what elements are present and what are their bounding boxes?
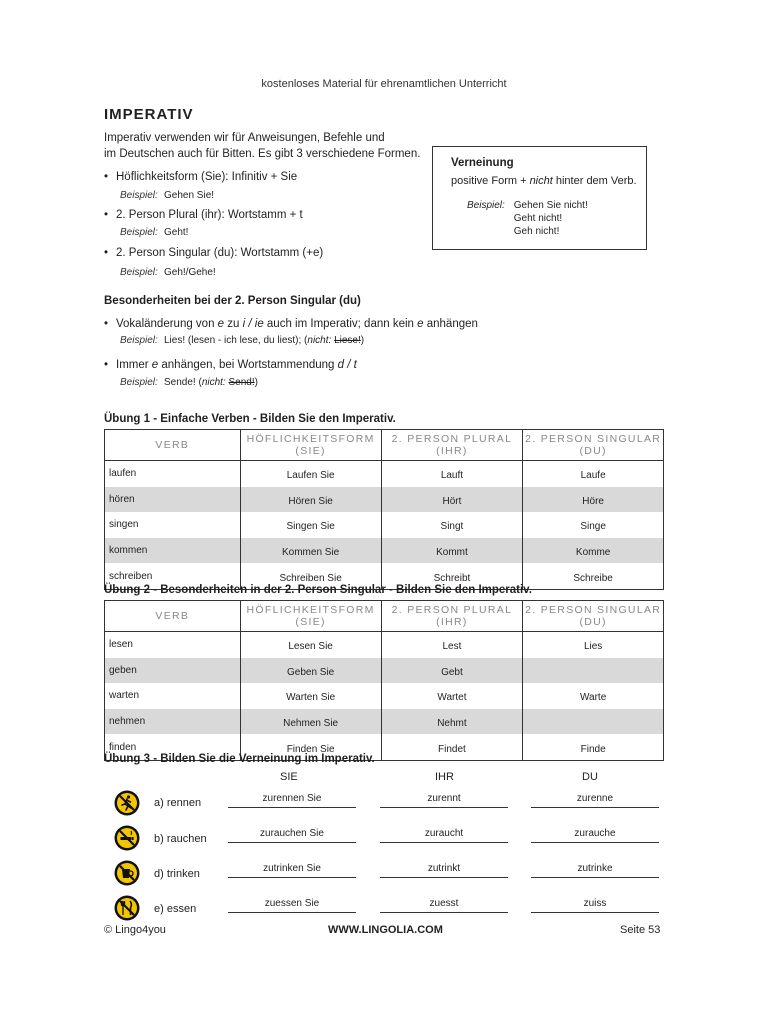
verb-cell: nehmen <box>105 709 241 735</box>
example-struck: Liese! <box>334 335 361 346</box>
special-example-1 <box>120 335 364 346</box>
negation-example-list <box>514 199 588 238</box>
verb-cell: warten <box>105 683 241 709</box>
form-rule-ihr: • 2. Person Plural (ihr): Wortstamm + t <box>104 209 303 221</box>
answer-line-sie[interactable]: zurennen Sie <box>228 793 356 808</box>
negation-text <box>451 175 637 187</box>
negation-box <box>432 146 647 250</box>
answer-cell[interactable]: Schreibe <box>523 563 664 589</box>
example-part: ) <box>360 335 365 346</box>
rule-part: e <box>217 318 225 330</box>
rule-part: e <box>151 359 159 371</box>
special-example-2 <box>120 377 258 388</box>
example-part: Sende! ( <box>164 377 202 388</box>
form-example-du <box>120 267 216 278</box>
answer-line-du[interactable]: zurauche <box>531 828 659 843</box>
answer-cell[interactable]: Kommen Sie <box>240 538 381 564</box>
form-example-ihr <box>120 227 188 238</box>
answer-cell[interactable]: Schreibt <box>381 563 523 589</box>
answer-cell[interactable]: Warten Sie <box>240 683 381 709</box>
answer-cell[interactable]: Warte <box>523 683 664 709</box>
example-part: ) <box>254 377 258 388</box>
special-rule-1: • Vokaländerung von e zu i / ie auch im Imperativ; dann kein e anhängen <box>104 318 478 330</box>
table-row <box>105 709 664 735</box>
footer-page-number: Seite 53 <box>620 924 661 936</box>
answer-cell[interactable]: Findet <box>381 734 523 760</box>
example-text: Geh!/Gehe! <box>164 267 216 278</box>
item-label: b) rauchen <box>154 833 207 845</box>
verb-cell: schreiben <box>105 563 241 589</box>
footer-copyright: © Lingo4you <box>104 924 166 936</box>
rule-text: Höflichkeitsform (Sie): Infinitiv + Sie <box>116 171 298 183</box>
answer-line-ihr[interactable]: zutrinkt <box>380 863 508 878</box>
answer-line-du[interactable]: zurenne <box>531 793 659 808</box>
answer-cell[interactable]: Singe <box>523 512 664 538</box>
table-header-row <box>105 601 664 632</box>
verb-cell: geben <box>105 658 241 684</box>
answer-cell[interactable]: Singen Sie <box>240 512 381 538</box>
form-rule-sie: • Höflichkeitsform (Sie): Infinitiv + Sie <box>104 171 298 183</box>
col-header-verb: VERB <box>105 430 241 461</box>
answer-line-ihr[interactable]: zuraucht <box>380 828 508 843</box>
rule-part: Vokaländerung von <box>116 318 218 330</box>
no-smoking-icon <box>114 825 140 851</box>
no-drinking-icon <box>114 860 140 886</box>
item-label: a) rennen <box>154 797 202 809</box>
table-row <box>105 461 664 487</box>
answer-cell[interactable]: Lies <box>523 632 664 658</box>
answer-cell[interactable]: Laufen Sie <box>240 461 381 487</box>
rule-part: i / ie <box>242 318 264 330</box>
answer-cell[interactable]: Singt <box>381 512 523 538</box>
rule-part: anhängen <box>423 318 478 330</box>
answer-cell[interactable]: Lest <box>381 632 523 658</box>
example-label: Beispiel: <box>120 227 158 238</box>
answer-line-sie[interactable]: zuessen Sie <box>228 898 356 913</box>
exercise2-table <box>104 600 664 761</box>
no-eating-icon <box>114 895 140 921</box>
verb-cell: finden <box>105 734 241 760</box>
verb-cell: kommen <box>105 538 241 564</box>
exercise1-table <box>104 429 664 590</box>
intro-line: im Deutschen auch für Bitten. Es gibt 3 verschiedene Formen. <box>104 148 421 160</box>
table-row <box>105 658 664 684</box>
table-row <box>105 487 664 513</box>
answer-cell[interactable]: Lauft <box>381 461 523 487</box>
rule-part: Immer <box>116 359 152 371</box>
col-header-du: DU <box>582 771 598 783</box>
negation-example: Gehen Sie nicht! <box>513 200 588 211</box>
answer-cell[interactable]: Finden Sie <box>240 734 381 760</box>
header-note: kostenloses Material für ehrenamtlichen Unterricht <box>261 78 507 90</box>
page-title: IMPERATIV <box>104 106 194 123</box>
verb-cell: hören <box>105 487 241 513</box>
col-header-sie: SIE <box>280 771 298 783</box>
negation-heading: Verneinung <box>451 157 514 169</box>
answer-cell[interactable]: Hört <box>381 487 523 513</box>
form-example-sie <box>120 190 214 201</box>
special-heading: Besonderheiten bei der 2. Person Singular (du) <box>104 295 361 307</box>
col-header-ihr: 2. PERSON PLURAL (IHR) <box>381 601 523 632</box>
col-header-sie: HÖFLICHKEITSFORM (SIE) <box>240 601 381 632</box>
intro-line: Imperativ verwenden wir für Anweisungen, Befehle und <box>104 132 385 144</box>
negation-text-b: nicht <box>529 175 553 187</box>
answer-cell[interactable]: Hören Sie <box>240 487 381 513</box>
rule-text: 2. Person Singular (du): Wortstamm (+e) <box>116 247 324 259</box>
table-header-row <box>105 430 664 461</box>
example-part: Lies! (lesen - ich lese, du liest); ( <box>164 335 308 346</box>
answer-line-ihr[interactable]: zuesst <box>380 898 508 913</box>
answer-cell[interactable]: Schreiben Sie <box>240 563 381 589</box>
verb-cell: singen <box>105 512 241 538</box>
example-label: Beispiel: <box>120 190 158 201</box>
negation-example: Geh nicht! <box>513 226 560 237</box>
example-label: Beispiel: <box>467 200 505 211</box>
col-header-du: 2. PERSON SINGULAR (DU) <box>523 601 664 632</box>
answer-cell[interactable]: Kommt <box>381 538 523 564</box>
rule-part: e <box>417 318 424 330</box>
example-label: Beispiel: <box>120 335 158 346</box>
special-rule-2: • Immer e anhängen, bei Wortstammendung d / t <box>104 359 357 371</box>
item-label: d) trinken <box>154 868 200 880</box>
example-struck: Send! <box>228 377 255 388</box>
answer-cell[interactable]: Komme <box>523 538 664 564</box>
answer-line-du[interactable]: zuiss <box>531 898 659 913</box>
rule-part: d / t <box>337 359 357 371</box>
table-row <box>105 512 664 538</box>
rule-text: 2. Person Plural (ihr): Wortstamm + t <box>116 209 303 221</box>
answer-cell[interactable]: Gebt <box>381 658 523 684</box>
example-part: nicht: <box>307 335 332 346</box>
answer-cell[interactable]: Nehmen Sie <box>240 709 381 735</box>
answer-line-sie[interactable]: zurauchen Sie <box>228 828 356 843</box>
table-row <box>105 683 664 709</box>
negation-text-a: positive Form + <box>451 175 530 187</box>
example-label: Beispiel: <box>120 267 158 278</box>
negation-example: Geht nicht! <box>513 213 563 224</box>
exercise1-heading: Übung 1 - Einfache Verben - Bilden Sie den Imperativ. <box>104 413 396 425</box>
answer-cell[interactable]: Nehmt <box>381 709 523 735</box>
answer-cell[interactable]: Laufe <box>523 461 664 487</box>
answer-cell[interactable]: Finde <box>523 734 664 760</box>
rule-part: auch im Imperativ; dann kein <box>263 318 418 330</box>
answer-cell[interactable]: Höre <box>523 487 664 513</box>
answer-cell[interactable]: Lesen Sie <box>240 632 381 658</box>
answer-line-du[interactable]: zutrinke <box>531 863 659 878</box>
verb-cell: laufen <box>105 461 241 487</box>
example-text: Gehen Sie! <box>164 190 215 201</box>
answer-cell[interactable] <box>523 658 664 684</box>
answer-line-ihr[interactable]: zurennt <box>380 793 508 808</box>
col-header-du: 2. PERSON SINGULAR (DU) <box>523 430 664 461</box>
rule-part: anhängen, bei Wortstammendung <box>158 359 338 371</box>
answer-cell[interactable] <box>523 709 664 735</box>
col-header-verb: VERB <box>105 601 241 632</box>
negation-examples <box>467 199 588 238</box>
exercise3-heading: Übung 3 - Bilden Sie die Verneinung im Imperativ. <box>104 753 375 765</box>
table-row <box>105 538 664 564</box>
footer-website-link[interactable]: WWW.LINGOLIA.COM <box>328 924 443 936</box>
item-label: e) essen <box>154 903 197 915</box>
answer-cell[interactable]: Geben Sie <box>240 658 381 684</box>
example-text: Geht! <box>164 227 189 238</box>
verb-cell: lesen <box>105 632 241 658</box>
exercise2-heading: Übung 2 - Besonderheiten in der 2. Person Singular - Bilden Sie den Imperativ. <box>104 584 532 596</box>
col-header-ihr: IHR <box>435 771 454 783</box>
answer-cell[interactable]: Wartet <box>381 683 523 709</box>
col-header-ihr: 2. PERSON PLURAL (IHR) <box>381 430 523 461</box>
answer-line-sie[interactable]: zutrinken Sie <box>228 863 356 878</box>
intro-text <box>104 130 434 162</box>
negation-text-c: hinter dem Verb. <box>552 175 637 187</box>
form-rule-du: • 2. Person Singular (du): Wortstamm (+e) <box>104 247 324 259</box>
table-row <box>105 632 664 658</box>
no-running-icon <box>114 790 140 816</box>
example-part: nicht: <box>201 377 226 388</box>
example-label: Beispiel: <box>120 377 158 388</box>
rule-part: zu <box>224 318 243 330</box>
col-header-sie: HÖFLICHKEITSFORM (SIE) <box>240 430 381 461</box>
